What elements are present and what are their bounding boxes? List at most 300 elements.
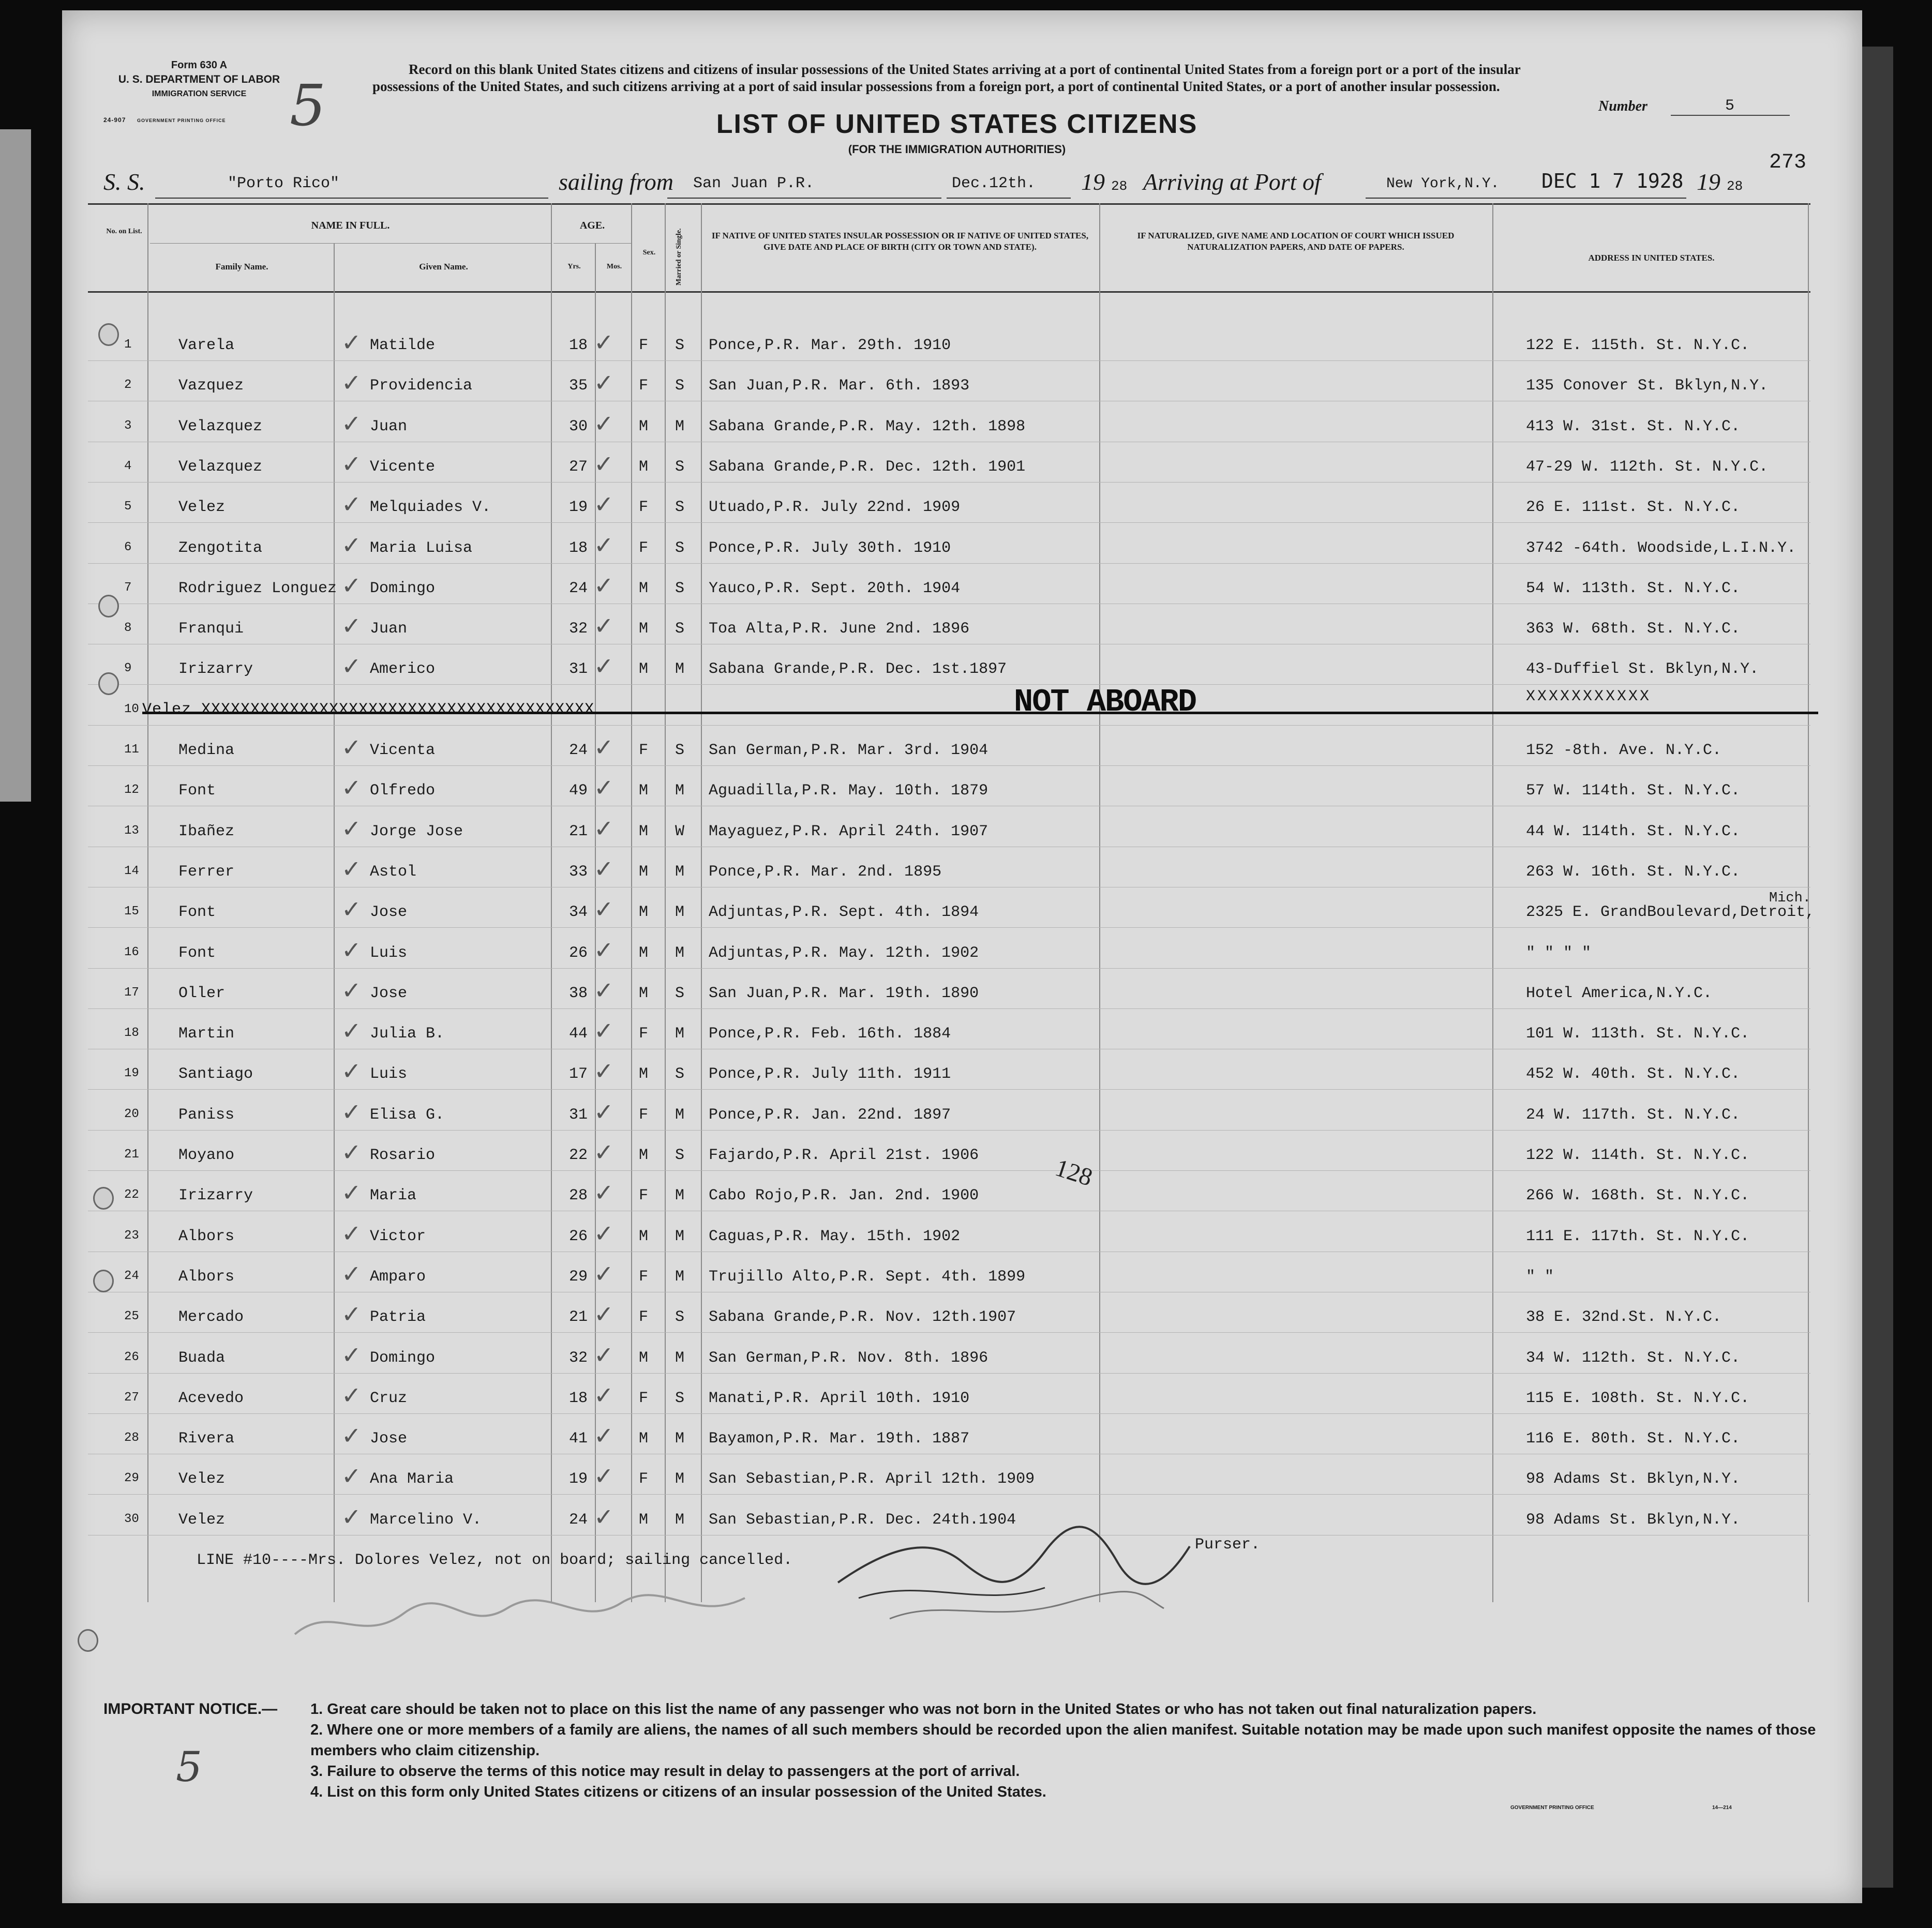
- notice-pencil-mark: 5: [176, 1743, 202, 1791]
- check-mark-icon: ✓: [341, 1138, 362, 1166]
- col-mos: Mos.: [606, 263, 622, 270]
- pencil-checked-note: [290, 1583, 755, 1655]
- punch-hole: [93, 1187, 114, 1210]
- row-13-family-name: Ibañez: [178, 823, 235, 840]
- check-mark-icon: ✓: [594, 1057, 614, 1085]
- row-2-given-name: Providencia: [370, 377, 473, 395]
- sailing-from-label: sailing from: [559, 169, 673, 195]
- col-rule: [1492, 203, 1493, 1602]
- row-4-marital-status: S: [675, 458, 685, 476]
- row-18-address: 101 W. 113th. St. N.Y.C.: [1526, 1025, 1750, 1043]
- department: U. S. DEPARTMENT OF LABOR: [118, 73, 280, 85]
- check-mark-icon: ✓: [594, 895, 614, 923]
- row-13-given-name: Jorge Jose: [370, 823, 463, 840]
- row-30-sex: M: [639, 1511, 649, 1529]
- ship-name: "Porto Rico": [228, 175, 340, 192]
- row-18-given-name: Julia B.: [370, 1025, 445, 1043]
- row-7-birth-info: Yauco,P.R. Sept. 20th. 1904: [709, 580, 961, 597]
- row-9-sex: M: [639, 660, 649, 678]
- row-20-address: 24 W. 117th. St. N.Y.C.: [1526, 1106, 1741, 1124]
- row-6-sex: F: [639, 539, 649, 557]
- row-11-sex: F: [639, 742, 649, 759]
- row-30-given-name: Marcelino V.: [370, 1511, 482, 1529]
- row-12-birth-info: Aguadilla,P.R. May. 10th. 1879: [709, 782, 989, 800]
- row-8-birth-info: Toa Alta,P.R. June 2nd. 1896: [709, 620, 970, 638]
- table-top-rule: [88, 203, 1810, 205]
- purser-signature: [828, 1515, 1200, 1634]
- check-mark-icon: ✓: [341, 1381, 362, 1409]
- check-mark-icon: ✓: [341, 652, 362, 680]
- row-12-marital-status: M: [675, 782, 685, 800]
- punch-hole: [98, 323, 119, 346]
- row-17-family-name: Oller: [178, 985, 226, 1002]
- row-21-family-name: Moyano: [178, 1147, 235, 1164]
- col-address: ADDRESS IN UNITED STATES.: [1588, 253, 1715, 263]
- punch-hole: [98, 595, 119, 617]
- row-22-sex: F: [639, 1187, 649, 1204]
- sheet-edge: [1862, 47, 1893, 1888]
- row-27-sex: F: [639, 1390, 649, 1407]
- col-given: Given Name.: [419, 262, 468, 272]
- row-29-birth-info: San Sebastian,P.R. April 12th. 1909: [709, 1470, 1035, 1488]
- check-mark-icon: ✓: [341, 490, 362, 518]
- row-9-birth-info: Sabana Grande,P.R. Dec. 1st.1897: [709, 660, 1007, 678]
- row-13-birth-info: Mayaguez,P.R. April 24th. 1907: [709, 823, 989, 840]
- page-subtitle: (FOR THE IMMIGRATION AUTHORITIES): [848, 143, 1066, 156]
- form-number: Form 630 A: [171, 59, 228, 71]
- row-rule: [88, 968, 1810, 969]
- row-18-birth-info: Ponce,P.R. Feb. 16th. 1884: [709, 1025, 951, 1043]
- arrival-underline: [1366, 198, 1686, 199]
- row-22-given-name: Maria: [370, 1187, 417, 1204]
- row-10-row-number: 10: [124, 702, 139, 716]
- pencil-number: 5: [290, 72, 326, 139]
- row10-strike: Velez XXXXXXXXXXXXXXXXXXXXXXXXXXXXXXXXXXXXXXXX: [142, 701, 595, 718]
- row-24-marital-status: M: [675, 1268, 685, 1286]
- check-mark-icon: ✓: [594, 531, 614, 559]
- row-7-age-years: 24: [569, 580, 588, 597]
- arrival-port: New York,N.Y.: [1386, 176, 1500, 192]
- check-mark-icon: ✓: [594, 410, 614, 438]
- row-18-marital-status: M: [675, 1025, 685, 1043]
- sail-date: Dec.12th.: [952, 175, 1036, 192]
- row-28-sex: M: [639, 1430, 649, 1448]
- col-rule: [665, 203, 666, 1602]
- row-2-age-years: 35: [569, 377, 588, 395]
- row-14-sex: M: [639, 863, 649, 881]
- check-mark-icon: ✓: [594, 1138, 614, 1166]
- row-6-row-number: 6: [124, 540, 132, 554]
- notice-heading: IMPORTANT NOTICE.—: [103, 1700, 278, 1718]
- row-12-sex: M: [639, 782, 649, 800]
- line10-note: LINE #10----Mrs. Dolores Velez, not on board; sailing cancelled.: [197, 1552, 793, 1569]
- row-1-marital-status: S: [675, 337, 685, 354]
- row-3-row-number: 3: [124, 419, 132, 433]
- check-mark-icon: ✓: [341, 774, 362, 802]
- row-20-given-name: Elisa G.: [370, 1106, 445, 1124]
- row-13-marital-status: W: [675, 823, 685, 840]
- row-11-family-name: Medina: [178, 742, 235, 759]
- row-7-marital-status: S: [675, 580, 685, 597]
- row-16-marital-status: M: [675, 944, 685, 962]
- row-11-marital-status: S: [675, 742, 685, 759]
- row-20-age-years: 31: [569, 1106, 588, 1124]
- row-3-age-years: 30: [569, 418, 588, 435]
- ship-underline: [155, 198, 548, 199]
- row-16-row-number: 16: [124, 945, 139, 959]
- row15-state: Mich.: [1769, 891, 1811, 906]
- row-rule: [88, 522, 1810, 523]
- check-mark-icon: ✓: [341, 1057, 362, 1085]
- row-5-age-years: 19: [569, 499, 588, 516]
- row-22-birth-info: Cabo Rojo,P.R. Jan. 2nd. 1900: [709, 1187, 979, 1204]
- row-12-age-years: 49: [569, 782, 588, 800]
- row-5-birth-info: Utuado,P.R. July 22nd. 1909: [709, 499, 961, 516]
- sail-year: 28: [1111, 178, 1128, 194]
- gpo-footer: GOVERNMENT PRINTING OFFICE: [1510, 1805, 1594, 1811]
- row-23-address: 111 E. 117th. St. N.Y.C.: [1526, 1228, 1750, 1245]
- row-1-age-years: 18: [569, 337, 588, 354]
- col-rule: [701, 203, 702, 1602]
- sailing-underline: [667, 198, 941, 199]
- row-28-row-number: 28: [124, 1431, 139, 1445]
- col-rule: [631, 203, 632, 1602]
- row-29-family-name: Velez: [178, 1470, 226, 1488]
- row-9-age-years: 31: [569, 660, 588, 678]
- row-28-age-years: 41: [569, 1430, 588, 1448]
- row-1-birth-info: Ponce,P.R. Mar. 29th. 1910: [709, 337, 951, 354]
- row-29-marital-status: M: [675, 1470, 685, 1488]
- check-mark-icon: ✓: [594, 369, 614, 397]
- row-15-marital-status: M: [675, 903, 685, 921]
- row-15-age-years: 34: [569, 903, 588, 921]
- number-value: 5: [1725, 97, 1735, 115]
- name-subrule: [150, 243, 551, 244]
- row-21-age-years: 22: [569, 1147, 588, 1164]
- row-rule: [88, 1494, 1810, 1495]
- row-3-given-name: Juan: [370, 418, 408, 435]
- row-28-address: 116 E. 80th. St. N.Y.C.: [1526, 1430, 1741, 1448]
- row-16-age-years: 26: [569, 944, 588, 962]
- row-25-row-number: 25: [124, 1309, 139, 1323]
- row-7-address: 54 W. 113th. St. N.Y.C.: [1526, 580, 1741, 597]
- check-mark-icon: ✓: [594, 1503, 614, 1531]
- row-rule: [88, 1130, 1810, 1131]
- row-27-marital-status: S: [675, 1390, 685, 1407]
- arrival-year: 28: [1727, 178, 1743, 194]
- ss-label: S. S.: [103, 169, 145, 195]
- punch-hole: [93, 1270, 114, 1292]
- row-16-family-name: Font: [178, 944, 216, 962]
- notice-item-3: 3. Failure to observe the terms of this notice may result in delay to passengers at the port of arrival.: [310, 1763, 1020, 1780]
- row-2-birth-info: San Juan,P.R. Mar. 6th. 1893: [709, 377, 970, 395]
- row-8-family-name: Franqui: [178, 620, 244, 638]
- row-13-sex: M: [639, 823, 649, 840]
- row-23-birth-info: Caguas,P.R. May. 15th. 1902: [709, 1228, 961, 1245]
- row-rule: [88, 927, 1810, 928]
- row-18-sex: F: [639, 1025, 649, 1043]
- check-mark-icon: ✓: [341, 1017, 362, 1045]
- check-mark-icon: ✓: [341, 1462, 362, 1490]
- check-mark-icon: ✓: [341, 936, 362, 964]
- check-mark-icon: ✓: [341, 1341, 362, 1369]
- row-26-row-number: 26: [124, 1350, 139, 1364]
- row-5-row-number: 5: [124, 500, 132, 514]
- date-underline: [947, 198, 1071, 199]
- row-5-marital-status: S: [675, 499, 685, 516]
- sailing-from: San Juan P.R.: [693, 175, 815, 192]
- row-23-family-name: Albors: [178, 1228, 235, 1245]
- row-12-address: 57 W. 114th. St. N.Y.C.: [1526, 782, 1741, 800]
- row-24-age-years: 29: [569, 1268, 588, 1286]
- row-4-given-name: Vicente: [370, 458, 436, 476]
- row-11-birth-info: San German,P.R. Mar. 3rd. 1904: [709, 742, 989, 759]
- row-21-birth-info: Fajardo,P.R. April 21st. 1906: [709, 1147, 979, 1164]
- row-1-address: 122 E. 115th. St. N.Y.C.: [1526, 337, 1750, 354]
- row-rule: [88, 1413, 1810, 1414]
- row-3-family-name: Velazquez: [178, 418, 263, 435]
- row-6-family-name: Zengotita: [178, 539, 263, 557]
- col-no: No. on List.: [106, 228, 142, 235]
- row-15-birth-info: Adjuntas,P.R. Sept. 4th. 1894: [709, 903, 979, 921]
- row-12-family-name: Font: [178, 782, 216, 800]
- check-mark-icon: ✓: [594, 1300, 614, 1328]
- check-mark-icon: ✓: [594, 571, 614, 599]
- row-rule: [88, 725, 1810, 726]
- row-26-family-name: Buada: [178, 1349, 226, 1367]
- col-family: Family Name.: [215, 262, 268, 272]
- row-23-sex: M: [639, 1228, 649, 1245]
- check-mark-icon: ✓: [341, 895, 362, 923]
- row-17-marital-status: S: [675, 985, 685, 1002]
- row-25-sex: F: [639, 1308, 649, 1326]
- form-reference: [88, 58, 310, 101]
- row-8-row-number: 8: [124, 621, 132, 635]
- row-11-given-name: Vicenta: [370, 742, 436, 759]
- row-19-age-years: 17: [569, 1065, 588, 1083]
- row-13-age-years: 21: [569, 823, 588, 840]
- row-19-address: 452 W. 40th. St. N.Y.C.: [1526, 1065, 1741, 1083]
- row-19-row-number: 19: [124, 1066, 139, 1080]
- row-rule: [88, 1373, 1810, 1374]
- row-24-family-name: Albors: [178, 1268, 235, 1286]
- arrival-year-prefix: 19: [1697, 169, 1720, 195]
- row-18-age-years: 44: [569, 1025, 588, 1043]
- row-4-family-name: Velazquez: [178, 458, 263, 476]
- row-3-address: 413 W. 31st. St. N.Y.C.: [1526, 418, 1741, 435]
- row-23-marital-status: M: [675, 1228, 685, 1245]
- check-mark-icon: ✓: [594, 1098, 614, 1126]
- row-19-birth-info: Ponce,P.R. July 11th. 1911: [709, 1065, 951, 1083]
- row-28-marital-status: M: [675, 1430, 685, 1448]
- row-29-sex: F: [639, 1470, 649, 1488]
- strike-line: [142, 712, 1818, 714]
- row-20-family-name: Paniss: [178, 1106, 235, 1124]
- row-9-row-number: 9: [124, 661, 132, 675]
- row-2-family-name: Vazquez: [178, 377, 244, 395]
- row-rule: [88, 1332, 1810, 1333]
- row-21-row-number: 21: [124, 1148, 139, 1162]
- page-stamp: 273: [1769, 151, 1807, 174]
- row-2-address: 135 Conover St. Bklyn,N.Y.: [1526, 377, 1769, 395]
- notice-item-4: 4. List on this form only United States citizens or citizens of an insular possession of the United States.: [310, 1784, 1046, 1800]
- binding-stub: [0, 129, 31, 802]
- check-mark-icon: ✓: [594, 1422, 614, 1450]
- row-14-given-name: Astol: [370, 863, 417, 881]
- row-14-row-number: 14: [124, 864, 139, 878]
- row-12-given-name: Olfredo: [370, 782, 436, 800]
- row-26-birth-info: San German,P.R. Nov. 8th. 1896: [709, 1349, 989, 1367]
- row-21-given-name: Rosario: [370, 1147, 436, 1164]
- col-naturalized: IF NATURALIZED, GIVE NAME AND LOCATION OF COURT WHICH ISSUED NATURALIZATION PAPERS, AND DATE OF PAPERS.: [1137, 231, 1455, 252]
- row-rule: [88, 1089, 1810, 1090]
- row-6-age-years: 18: [569, 539, 588, 557]
- row-30-address: 98 Adams St. Bklyn,N.Y.: [1526, 1511, 1741, 1529]
- col-yrs: Yrs.: [567, 263, 581, 270]
- row-20-marital-status: M: [675, 1106, 685, 1124]
- check-mark-icon: ✓: [341, 1219, 362, 1247]
- row-15-address: 2325 E. GrandBoulevard,Detroit,: [1526, 903, 1815, 921]
- row-14-marital-status: M: [675, 863, 685, 881]
- row-15-family-name: Font: [178, 903, 216, 921]
- stamp-128: 128: [1052, 1154, 1096, 1192]
- row-27-row-number: 27: [124, 1391, 139, 1405]
- row-28-family-name: Rivera: [178, 1430, 235, 1448]
- row-9-family-name: Irizarry: [178, 660, 253, 678]
- row-7-given-name: Domingo: [370, 580, 436, 597]
- check-mark-icon: ✓: [341, 369, 362, 397]
- punch-hole: [78, 1629, 98, 1652]
- row-5-family-name: Velez: [178, 499, 226, 516]
- row-7-family-name: Rodriguez Longuez: [178, 580, 337, 597]
- row-30-family-name: Velez: [178, 1511, 226, 1529]
- row-2-sex: F: [639, 377, 649, 395]
- row-25-marital-status: S: [675, 1308, 685, 1326]
- row-4-sex: M: [639, 458, 649, 476]
- row-3-marital-status: M: [675, 418, 685, 435]
- row-26-marital-status: M: [675, 1349, 685, 1367]
- row-rule: [88, 765, 1810, 766]
- check-mark-icon: ✓: [594, 1381, 614, 1409]
- row-20-sex: F: [639, 1106, 649, 1124]
- row-1-row-number: 1: [124, 338, 132, 352]
- page-title: LIST OF UNITED STATES CITIZENS: [716, 109, 1198, 139]
- row-23-row-number: 23: [124, 1229, 139, 1243]
- check-mark-icon: ✓: [341, 328, 362, 356]
- row-6-birth-info: Ponce,P.R. July 30th. 1910: [709, 539, 951, 557]
- check-mark-icon: ✓: [341, 1422, 362, 1450]
- row-27-age-years: 18: [569, 1390, 588, 1407]
- row-25-family-name: Mercado: [178, 1308, 244, 1326]
- row10-address-strike: XXXXXXXXXXX: [1526, 688, 1652, 705]
- check-mark-icon: ✓: [594, 1179, 614, 1207]
- row-16-birth-info: Adjuntas,P.R. May. 12th. 1902: [709, 944, 979, 962]
- row-24-given-name: Amparo: [370, 1268, 426, 1286]
- col-age: AGE.: [579, 220, 605, 231]
- row-21-marital-status: S: [675, 1147, 685, 1164]
- row-11-row-number: 11: [124, 743, 139, 757]
- row-19-marital-status: S: [675, 1065, 685, 1083]
- row-rule: [88, 684, 1810, 685]
- row-13-row-number: 13: [124, 824, 139, 838]
- arriving-label: Arriving at Port of: [1143, 169, 1321, 195]
- row-9-address: 43-Duffiel St. Bklyn,N.Y.: [1526, 660, 1759, 678]
- row-19-sex: M: [639, 1065, 649, 1083]
- row-6-address: 3742 -64th. Woodside,L.I.N.Y.: [1526, 539, 1796, 557]
- row-29-given-name: Ana Maria: [370, 1470, 454, 1488]
- small-code: 24-907 GOVERNMENT PRINTING OFFICE: [103, 116, 226, 124]
- row-9-marital-status: M: [675, 660, 685, 678]
- row-16-address: " " " ": [1526, 944, 1592, 962]
- row-26-given-name: Domingo: [370, 1349, 436, 1367]
- check-mark-icon: ✓: [594, 976, 614, 1004]
- row-22-row-number: 22: [124, 1188, 139, 1202]
- row-18-row-number: 18: [124, 1026, 139, 1040]
- row-30-row-number: 30: [124, 1512, 139, 1526]
- row-20-row-number: 20: [124, 1107, 139, 1121]
- row-rule: [88, 360, 1810, 361]
- row-7-sex: M: [639, 580, 649, 597]
- row-26-address: 34 W. 112th. St. N.Y.C.: [1526, 1349, 1741, 1367]
- row-30-age-years: 24: [569, 1511, 588, 1529]
- row-17-age-years: 38: [569, 985, 588, 1002]
- row-22-family-name: Irizarry: [178, 1187, 253, 1204]
- check-mark-icon: ✓: [341, 1503, 362, 1531]
- row-2-marital-status: S: [675, 377, 685, 395]
- row-15-sex: M: [639, 903, 649, 921]
- row-19-family-name: Santiago: [178, 1065, 253, 1083]
- age-subrule: [553, 243, 631, 244]
- row-22-age-years: 28: [569, 1187, 588, 1204]
- row-rule: [88, 1008, 1810, 1009]
- row-29-age-years: 19: [569, 1470, 588, 1488]
- row-29-address: 98 Adams St. Bklyn,N.Y.: [1526, 1470, 1741, 1488]
- row-13-address: 44 W. 114th. St. N.Y.C.: [1526, 823, 1741, 840]
- row-16-sex: M: [639, 944, 649, 962]
- purser-label: Purser.: [1195, 1536, 1261, 1554]
- row-25-given-name: Patria: [370, 1308, 426, 1326]
- check-mark-icon: ✓: [341, 571, 362, 599]
- row-17-address: Hotel America,N.Y.C.: [1526, 985, 1713, 1002]
- row-8-sex: M: [639, 620, 649, 638]
- row-23-age-years: 26: [569, 1228, 588, 1245]
- row-14-age-years: 33: [569, 863, 588, 881]
- col-rule: [334, 243, 335, 1602]
- col-sex: Sex.: [642, 249, 656, 257]
- row-14-family-name: Ferrer: [178, 863, 235, 881]
- row-16-given-name: Luis: [370, 944, 408, 962]
- check-mark-icon: ✓: [594, 855, 614, 883]
- row-11-age-years: 24: [569, 742, 588, 759]
- check-mark-icon: ✓: [594, 936, 614, 964]
- row-7-row-number: 7: [124, 581, 132, 595]
- row-20-birth-info: Ponce,P.R. Jan. 22nd. 1897: [709, 1106, 951, 1124]
- check-mark-icon: ✓: [594, 1260, 614, 1288]
- row-17-given-name: Jose: [370, 985, 408, 1002]
- row-8-age-years: 32: [569, 620, 588, 638]
- number-line: [1671, 115, 1790, 116]
- row-21-address: 122 W. 114th. St. N.Y.C.: [1526, 1147, 1750, 1164]
- row-21-sex: M: [639, 1147, 649, 1164]
- service: IMMIGRATION SERVICE: [152, 89, 247, 98]
- row-26-age-years: 32: [569, 1349, 588, 1367]
- punch-hole: [98, 672, 119, 695]
- row-25-age-years: 21: [569, 1308, 588, 1326]
- row-27-given-name: Cruz: [370, 1390, 408, 1407]
- row-25-address: 38 E. 32nd.St. N.Y.C.: [1526, 1308, 1722, 1326]
- row-8-given-name: Juan: [370, 620, 408, 638]
- row-4-address: 47-29 W. 112th. St. N.Y.C.: [1526, 458, 1769, 476]
